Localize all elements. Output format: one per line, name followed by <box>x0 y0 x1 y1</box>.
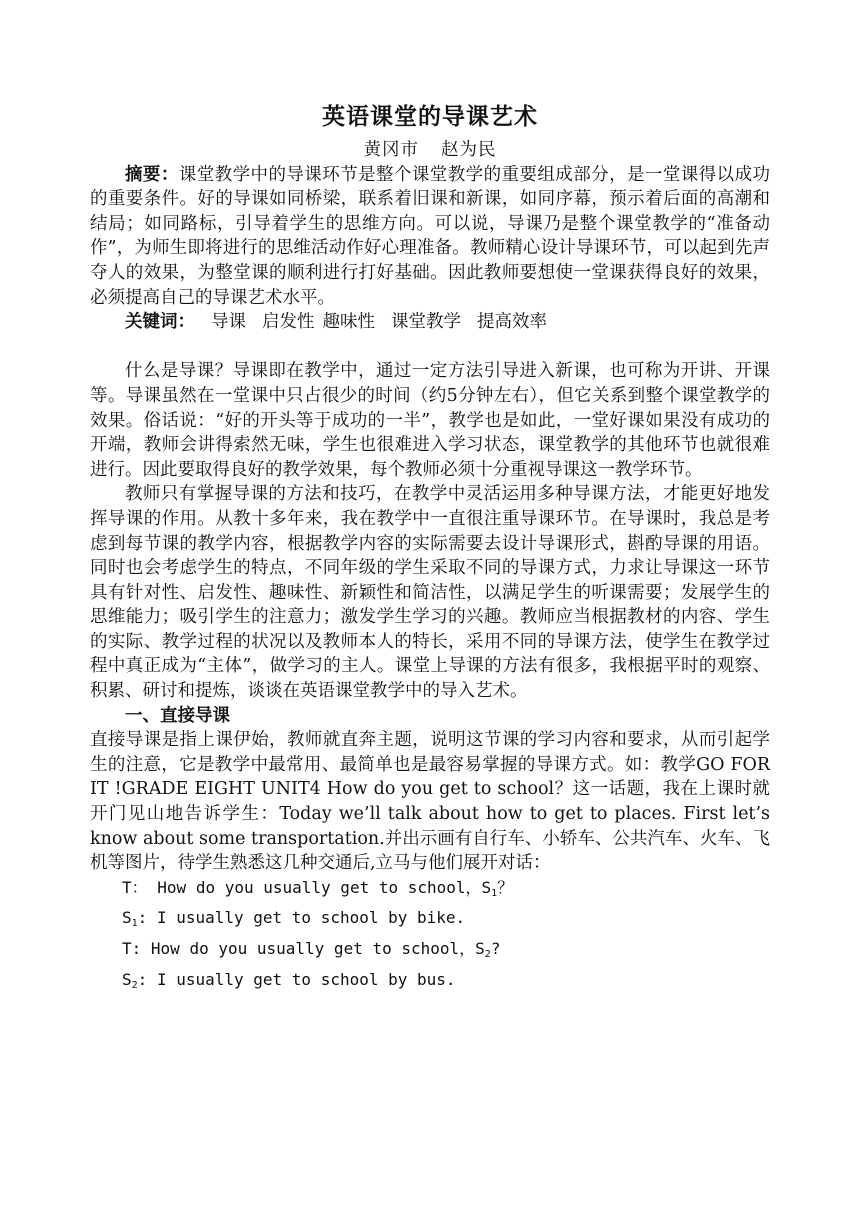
body-paragraph: 教师只有掌握导课的方法和技巧，在教学中灵活运用多种导课方法，才能更好地发挥导课的作用。从教十多年来，我在教学中一直很注重导课环节。在导课时，我总是考虑到每节课的教学内容，根据教学内容的实际需要去设计导课形式，斟酌导课的用语。同时也会考虑学生的特点，不同年级的学生采取不同的导课方式，力求让导课这一环节具有针对性、启发性、趣味性、新颖性和简洁性，以满足学生的听课需要；发展学生的思维能力；吸引学生的注意力；激发学生学习的兴趣。教师应当根据教材的内容、学生的实际、教学过程的状况以及教师本人的特长，采用不同的导课方法，使学生在教学过程中真正成为“主体”，做学习的主人。课堂上导课的方法有很多，我根据平时的观察、积累、研讨和提炼，谈谈在英语课堂教学中的导入艺术。 <box>90 484 770 702</box>
section-heading: 一、直接导课 <box>125 705 230 726</box>
document-title: 英语课堂的导课艺术 <box>322 104 538 130</box>
dialog-line: T: How do you usually get to school，$S_2$? <box>122 939 501 960</box>
author-name: 赵为民 <box>441 140 497 160</box>
abstract-label: 摘要： <box>125 164 179 185</box>
body-paragraph: 如：教学GO FOR IT !GRADE EIGHT UNIT4 How do you get to school？这一话题，我在上课时就开门见山地告诉学生：Today we’ll talk about how to get to places. First let’s know about some transportation.并出示画有自行车、小轿车、公共汽车、火车、飞机等图片，待学生熟悉这几种交通后,立马与他们展开对话： <box>90 754 771 874</box>
keywords-label: 关键词： <box>125 312 195 333</box>
dialog <box>90 876 770 998</box>
abstract-text: 课堂教学中的导课环节是整个课堂教学的重要组成部分，是一堂课得以成功的重要条件。好的导课如同桥梁，联系着旧课和新课，如同序幕，预示着后面的高潮和结局；如同路标，引导着学生的思维方向。可以说，导课乃是整个课堂教学的“准备动作”，为师生即将进行的思维活动作好心理准备。教师精心设计导课环节，可以起到先声夺人的效果，为整堂课的顺利进行打好基础。因此教师要想使一堂课获得良好的效果，必须提高自己的导课艺术水平。 <box>90 164 771 308</box>
body-paragraph: 直接导课是指上课伊始，教师就直奔主题，说明这节课的学习内容和要求，从而引起学生的注意，它是教学中最常用、最简单也是最容易掌握的导课方式。 <box>90 730 770 775</box>
document-page <box>90 100 770 998</box>
author-line <box>90 138 770 163</box>
keyword: 提高效率 <box>477 312 547 333</box>
dialog-line: $S_1$: I usually get to school by bike. <box>122 908 466 930</box>
keywords <box>90 310 770 335</box>
author-place: 黄冈市 <box>363 140 419 160</box>
dialog-line: T： How do you usually get to school，$S_1$？ <box>122 877 514 899</box>
keyword: 导课 <box>211 312 246 333</box>
keyword: 课堂教学 <box>391 312 461 333</box>
abstract <box>90 163 770 311</box>
keyword: 趣味性 <box>322 312 375 333</box>
body-paragraph: 什么是导课？导课即在教学中，通过一定方法引导进入新课，也可称为开讲、开课等。导课虽然在一堂课中只占很少的时间（约5分钟左右），但它关系到整个课堂教学的效果。俗话说：“好的开头等于成功的一半”，教学也是如此，一堂好课如果没有成功的开端，教师会讲得索然无味，学生也很难进入学习状态，课堂教学的其他环节也就很难进行。因此要取得良好的教学效果，每个教师必须十分重视导课这一教学环节。 <box>90 361 770 480</box>
dialog-line: $S_2$: I usually get to school by bus. <box>122 969 456 991</box>
keyword: 启发性 <box>262 312 315 333</box>
